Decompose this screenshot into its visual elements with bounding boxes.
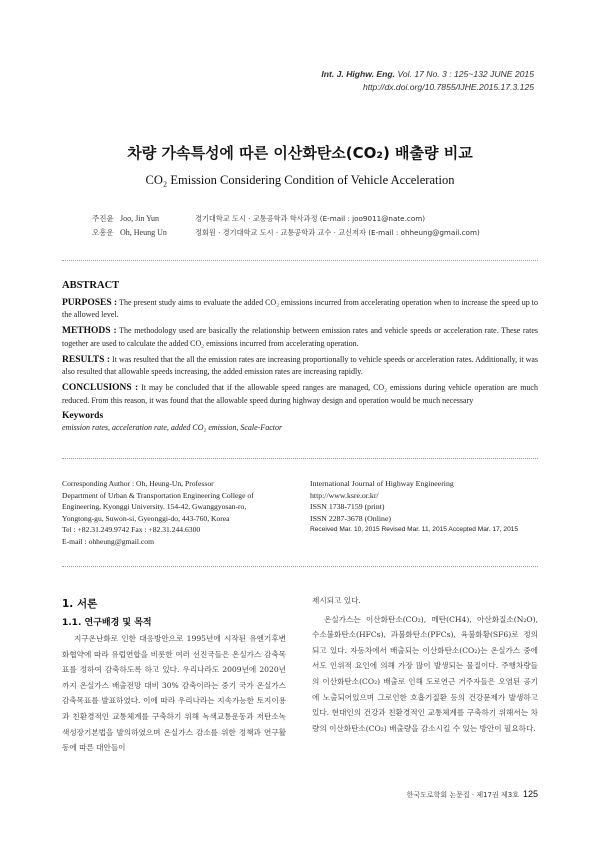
divider <box>62 260 538 261</box>
page-number: 125 <box>522 789 538 799</box>
journal-info-line: International Journal of Highway Engineering <box>310 479 454 488</box>
title-korean: 차량 가속특성에 따른 이산화탄소(CO₂) 배출량 비교 <box>127 144 473 162</box>
body-column-right <box>312 596 538 736</box>
methods-label: METHODS : <box>62 326 117 336</box>
body-column-left <box>62 596 286 756</box>
keywords-heading: Keywords <box>62 410 104 421</box>
keywords-text: emission rates, acceleration rate, added CO₂ emission, Scale-Factor <box>62 423 283 432</box>
correspondence-email: E-mail : ohheung@gmail.com <box>62 536 154 546</box>
correspondence-line: Corresponding Author : Oh, Heung-Un, Professor <box>62 479 214 488</box>
results-text: It was resulted that the all the emission rates are increasing proportionally to vehicle speeds or acceleration rates. Additionally, it was also resulted that allowable speeds increasing, the added emission rates are increasing rapidly. <box>62 354 539 376</box>
author-korean-name: 오흥운 <box>92 227 114 237</box>
author-affiliation: 정회원 · 경기대학교 도시 · 교통공학과 교수 · 교신저자 (E-mail : ohheung@gmail.com) <box>195 227 480 237</box>
author-korean-name: 주진윤 <box>92 214 114 223</box>
author-english-name: Joo, Jin Yun <box>120 214 160 223</box>
author-english-name: Oh, Heung Un <box>120 227 167 237</box>
author-row <box>92 212 480 226</box>
journal-info-line: ISSN 1738-7159 (print) <box>310 502 385 511</box>
paragraph-text: 지구온난화로 인한 대응방안으로 1995년에 시작된 유엔기후변화협약에 따라 유럽연합을 비롯한 여러 선진국들은 온실가스 감축목표를 정하여 감축하도록 하고 있다. 우리나라도 2009년에 2020년까지 온실가스 배출전망 대비 30% 감축이라는 중기 국가 온실가스 감축목표를 발표하였다. 이에 따라 우리나라는 지속가능한 토지이용과 친환경적인 교통체계를 구축하기 위해 녹색교통운동과 저탄소녹색성장기본법을 발의하였으며 온실가스 감소를 위한 정책과 연구활동에 따른 대안들이 <box>62 634 286 753</box>
author-affiliation: 경기대학교 도시 · 교통공학과 학사과정 (E-mail : joo9011@nate.com) <box>195 214 426 223</box>
journal-info-block <box>310 478 540 536</box>
correspondence-line: Tel : +82.31.249.9742 Fax : +82.31.244.6300 <box>62 525 201 534</box>
abstract-heading: ABSTRACT <box>62 280 120 291</box>
body-paragraph <box>312 612 538 737</box>
journal-volume: Vol. 17 No. 3 : 125~132 JUNE 2015 <box>397 69 534 79</box>
author-list <box>92 212 480 239</box>
conclusions-text: It may be concluded that if the allowable speed ranges are managed, CO₂ emissions during vehicle operation are much reduced. From this reason, it was found that the allowable speed during highway design and operation would be much necessary <box>62 383 538 405</box>
body-paragraph <box>312 593 538 609</box>
abstract-purposes <box>62 297 538 321</box>
methods-text: The methodology used are basically the relationship between emission rates and vehicle speeds or acceleration rate. These rates together are used to calculate the added CO₂ emissions incurred from accelerating operation. <box>62 326 538 348</box>
divider <box>62 458 538 459</box>
author-row <box>92 226 480 240</box>
correspondence-line: Engineering, Kyonggi University. 154-42, Gwanggyosan-ro, <box>62 502 247 511</box>
journal-url[interactable]: http://www.ksre.or.kr/ <box>310 490 379 500</box>
page-footer <box>407 789 538 800</box>
paragraph-text: 제시되고 있다. <box>312 596 361 605</box>
conclusions-label: CONCLUSIONS : <box>62 383 139 393</box>
paragraph-text: 온실가스는 이산화탄소(CO₂), 메탄(CH4), 아산화질소(N₂O), 수소불화탄소(HFCs), 과불화탄소(PFCs), 육불화황(SF6)로 정의되고 있다. 자동차에서 배출되는 이산화탄소(CO₂)는 온실가스 중에서도 인위적 요인에 의해 가장 많이 발생되는 물질이다. 주행차량들의 이산화탄소(CO₂) 배출로 인해 도로연근 거주자들은 오염된 공기에 노출되어있으며 그로인한 호흡기질환 등의 건강문제가 발생하고 있다. 현대인의 건강과 친환경적인 교통체계를 구축하기 위해서는 차량의 이산화탄소(CO₂) 배출량을 감소시킬 수 있는 방안이 필요하다. <box>312 614 538 733</box>
purposes-text: The present study aims to evaluate the added CO₂ emissions incurred from accelerating operation when to increase the speed up to the allowed level. <box>62 297 538 319</box>
divider <box>62 566 538 567</box>
footer-journal: 한국도로학회 논문집 · 제17권 제3호 <box>406 791 519 799</box>
subsection-heading: 1.1. 연구배경 및 목적 <box>62 618 152 628</box>
body-paragraph <box>62 631 286 756</box>
title-english: CO₂ Emission Considering Condition of Vehicle Acceleration <box>145 173 455 187</box>
results-label: RESULTS : <box>62 354 110 365</box>
abstract-methods <box>62 325 538 349</box>
doi-link[interactable]: http://dx.doi.org/10.7855/IJHE.2015.17.3.125 <box>362 82 534 92</box>
abstract <box>62 280 538 434</box>
correspondence-line: Yongtong-gu, Suwon-si, Gyeonggi-do, 443-760, Korea <box>62 513 230 523</box>
journal-header <box>321 68 534 94</box>
journal-info-line: ISSN 2287-3678 (Online) <box>310 513 391 523</box>
abstract-results <box>62 354 538 378</box>
received-dates: Received Mar. 10, 2015 Revised Mar. 11, 2015 Accepted Mar. 17, 2015 <box>310 526 519 533</box>
journal-name: Int. J. Highw. Eng. <box>321 69 396 79</box>
correspondence-line: Department of Urban & Transportation Engineering College of <box>62 490 254 500</box>
section-heading: 1. 서론 <box>62 598 98 610</box>
abstract-conclusions <box>62 382 538 406</box>
purposes-label: PURPOSES : <box>62 297 118 308</box>
correspondence-block <box>62 478 292 547</box>
